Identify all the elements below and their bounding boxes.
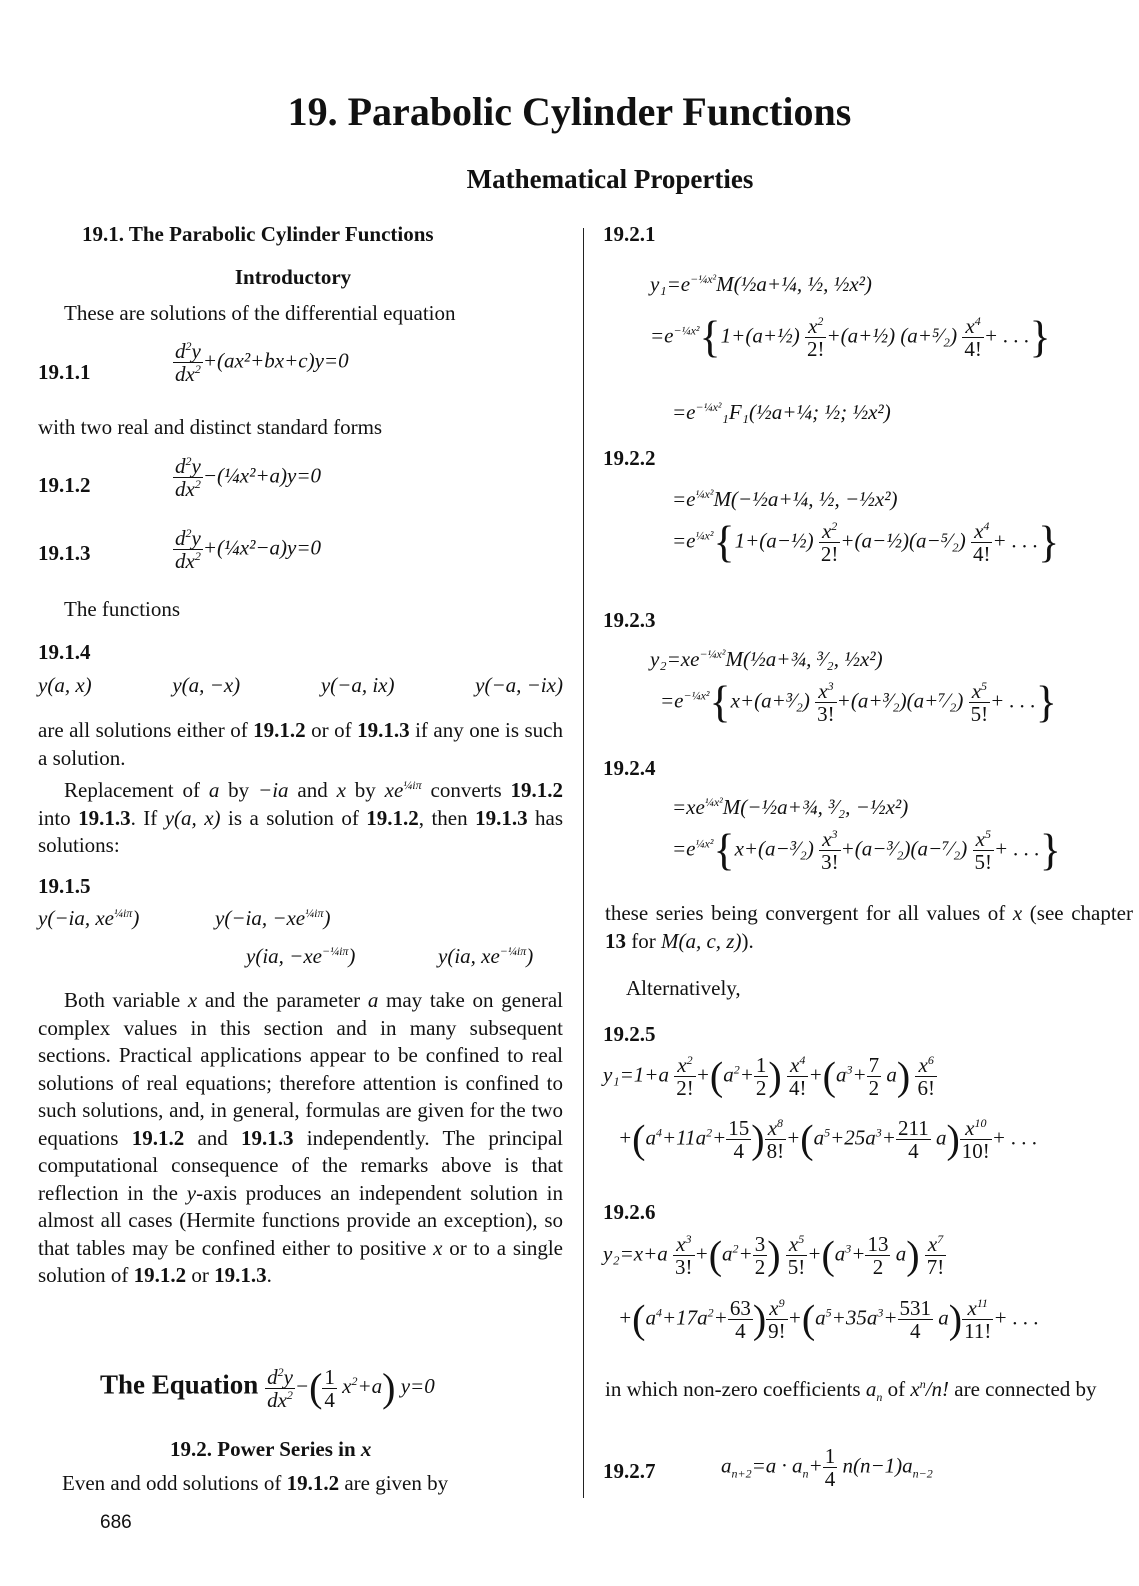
equation-reference: 19.1.2 [131,1125,185,1150]
equation-number-19-2-5: 19.2.5 [603,1022,656,1046]
equation-reference: 19.1.3 [241,1125,294,1150]
equation-number: 19.2.7 [603,1459,656,1483]
paragraph-alternatively: Alternatively, [626,976,741,1000]
chapter-reference: 13 [605,928,626,953]
equation-section-heading: The Equation $\frac{d^2y}{dx^2}$ −( $\frac{1}{4}$ $x^2+a$) y=0 [100,1365,435,1413]
equation-number-19-2-3: 19.2.3 [603,608,656,632]
equation-19-2-1-line-1: $y_1=e^{-\frac{1}{4}x^2}M(\frac{1}{2}a+\frac{1}{4}$, ½, ½x²) [650,272,872,296]
equation-19-2-1-line-2: $=e^{-\frac{1}{4}x^2}\{1+(a+\frac{1}{2})$ $\frac{x^2}{2!}$ +(a+½) (a+⁵⁄₂) $\frac{x^4}{4!}$ + . . .} [650,312,1051,362]
equation-19-2-3-line-2: $=e^{-\frac{1}{4}x^2}\{x+(a+^3⁄_2)$ $\frac{x^3}{3!}$ +(a+³⁄₂)(a+⁷⁄₂) $\frac{x^5}{5!}$ + . . .} [660,677,1057,727]
paragraph-solutions: are all solutions either of 19.1.2 or of 19.1.3 if any one is such a solution. [38,718,563,770]
subheading-introductory: Introductory [234,265,352,289]
equation-reference: 19.1.2 [510,778,564,802]
page-number: 686 [100,1512,132,1533]
equation-19-1-5-term-1: y(−ia, $xe^{\frac{1}{4}i\pi}$) [38,906,140,930]
equation-reference: 19.1.2 [253,718,306,742]
function-item: y(a, −x) [172,673,241,697]
column-divider [583,228,584,1498]
equation-reference: 19.1.3 [357,718,410,742]
equation-rhs: −(¼x²+a)y=0 [202,463,322,488]
equation-19-1-4 [38,673,563,698]
equation-19-2-6-line-1: y₂=x+a $\frac{x^3}{3!}$ $+(a^2+$ $\frac{3}{2}$ ) $\frac{x^5}{5!}$ $+(a^3+$ $\frac{13}{2}$ a) $\frac{x^7}{7!}$ [603,1232,945,1280]
chapter-title: 19. Parabolic Cylinder Functions [287,89,852,134]
equation-rhs: +(ax²+bx+c)y=0 [202,348,349,373]
section-heading-19-1: 19.1. The Parabolic Cylinder Functions [82,222,434,246]
equation-reference: 19.1.3 [214,1263,267,1287]
equation-reference: 19.1.2 [133,1263,187,1287]
equation-number-19-2-6: 19.2.6 [603,1200,656,1224]
paragraph-functions: The functions [64,597,181,621]
equation-19-2-2-line-2: $=e^{\frac{1}{4}x^2}\{1+(a-\frac{1}{2})$ $\frac{x^2}{2!}$ +(a−½)(a−⁵⁄₂) $\frac{x^4}{4!}$ + . . .} [672,517,1060,567]
chapter-subtitle: Mathematical Properties [466,164,754,194]
equation-19-1-5-term-3: y(ia, $-xe^{-\frac{1}{4}i\pi}$) [246,944,356,968]
equation-19-2-4-line-2: $=e^{\frac{1}{4}x^2}\{x+(a-^3⁄_2)$ $\frac{x^3}{3!}$ +(a−³⁄₂)(a−⁷⁄₂) $\frac{x^5}{5!}$ + . . .} [672,825,1061,875]
paragraph-standard-forms: with two real and distinct standard forms [38,415,383,439]
function-item: y(a, x) [38,673,92,697]
equation-number-19-1-5: 19.1.5 [38,874,91,898]
equation-19-1-5-term-4: y(ia, $xe^{-\frac{1}{4}i\pi}$) [438,944,534,968]
equation-number-19-2-1: 19.2.1 [603,222,656,246]
equation-number-19-2-4: 19.2.4 [603,756,656,780]
equation-number: 19.1.2 [38,473,91,497]
equation-number: 19.1.1 [38,360,91,384]
equation-reference: 19.1.3 [78,805,131,830]
equation-19-2-4-line-1: $=xe^{\frac{1}{4}x^2}M(-\frac{1}{2}a+\frac{3}{4}$, ³⁄₂, −½x²) [672,795,909,819]
equation-number: 19.1.3 [38,541,91,565]
equation-reference: 19.1.2 [366,805,419,830]
equation-reference: 19.1.2 [286,1471,340,1495]
equation-19-2-5-line-1: y₁=1+a $\frac{x^2}{2!}$ $+(a^2+$ $\frac{1}{2}$ ) $\frac{x^4}{4!}$ $+(a^3+$ $\frac{7}{2}$ a) $\frac{x^6}{6!}$ [603,1053,935,1101]
equation-19-2-5-line-2: $+(a^4+11a^2+$ $\frac{15}{4}$ ) $\frac{x^8}{8!}$ $+(a^5+25a^3+$ $\frac{211}{4}$ a) $\frac{x^{10}}{10!}$ + . . . [618,1116,1038,1164]
function-item: y(−a, ix) [320,673,395,697]
paragraph-convergent: these series being convergent for all values of x (see chapter 13 for M(a, c, z)). [605,901,1133,953]
section-heading-19-2: 19.2. Power Series in x [170,1437,372,1461]
paragraph-coefficients: in which non-zero coefficients $a_n$ of $x^n/n$! are connected by [605,1377,1097,1405]
equation-19-1-5-term-2: y(−ia, $-xe^{\frac{1}{4}i\pi}$) [215,906,331,930]
equation-19-2-2-line-1: $=e^{\frac{1}{4}x^2}M(-\frac{1}{2}a+\frac{1}{4}$, ½, −½x²) [672,487,898,511]
paragraph-even-odd: Even and odd solutions of 19.1.2 are given by [62,1471,449,1495]
equation-19-2-6-line-2: $+(a^4+17a^2+$ $\frac{63}{4}$ ) $\frac{x^9}{9!}$ $+(a^5+35a^3+$ $\frac{531}{4}$ a) $\frac{x^{11}}{11!}$ + . . . [618,1296,1039,1344]
paragraph-replacement: Replacement of a by −ia and x by $xe^{\frac{1}{4}i\pi}$ converts 19.1.2 into 19.1.3. If y(a, x) is a solution of 19.1.2, then 19.1.3 has solutions: [38,778,564,857]
equation-number-19-1-4: 19.1.4 [38,640,91,664]
equation-19-2-3-line-1: $y_2=xe^{-\frac{1}{4}x^2}M(\frac{1}{2}a+\frac{3}{4}$, ³⁄₂, ½x²) [650,647,883,671]
function-item: y(−a, −ix) [475,673,563,697]
paragraph-intro: These are solutions of the differential equation [64,301,456,325]
equation-reference: 19.1.3 [475,805,528,830]
equation-19-2-1-line-3: $=e^{-\frac{1}{4}x^2}_1F_1(\frac{1}{2}a+\frac{1}{4}$; ½; ½x²) [672,400,891,424]
equation-number-19-2-2: 19.2.2 [603,446,656,470]
paragraph-complex-values: Both variable x and the parameter a may take on general complex values in this section and in many subsequent sections. Practical applications appear to be confined to real solutions of real equations; therefore attention is confined to such solutions, and, in general, formulas are given for the two equations 19.1.2 and 19.1.3 independently. The principal computational consequence of the remarks above is that reflection in the y-axis produces an independent solution in almost all cases (Hermite functions provide an exception), so that tables may be confined either to positive x or to a single solution of 19.1.2 or 19.1.3. [38,988,564,1287]
equation-rhs: +(¼x²−a)y=0 [202,535,322,560]
